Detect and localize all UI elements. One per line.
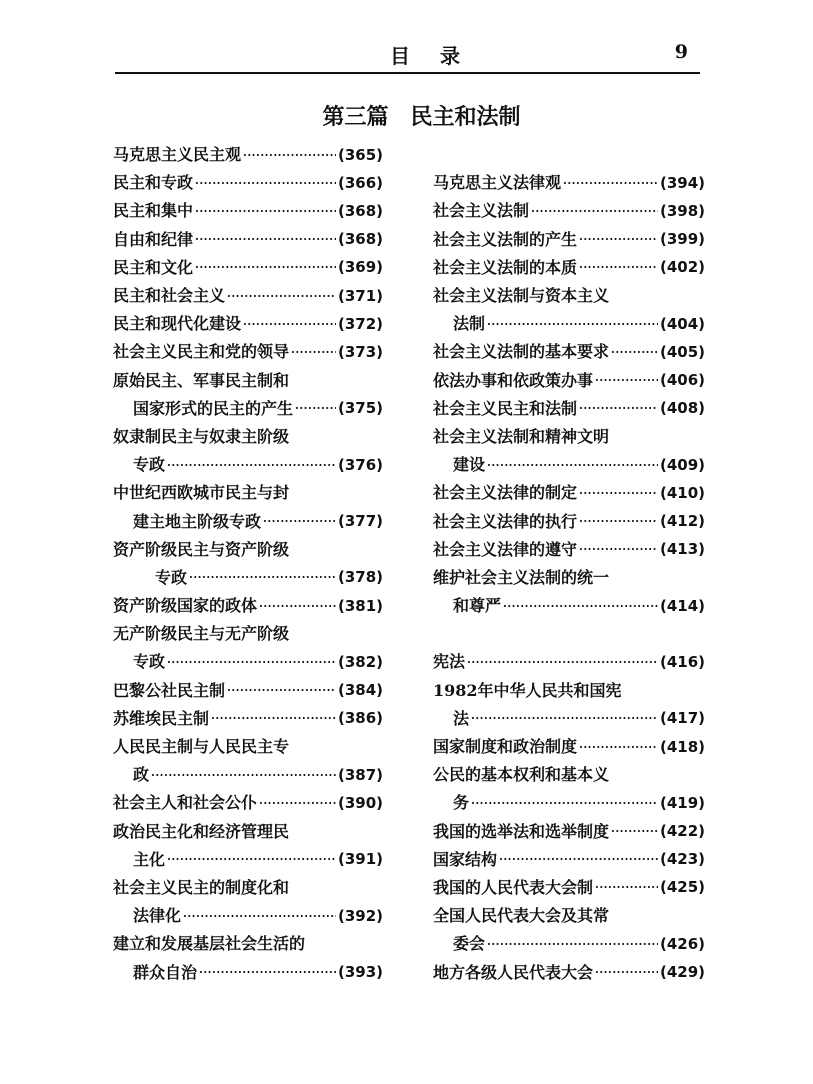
toc-entry-title: 自由和纪律 [113,229,194,249]
toc-entry [113,310,383,338]
toc-entry-title: 苏维埃民主制 [113,708,210,728]
toc-leader-dots [195,206,336,217]
toc-entry [113,282,383,310]
toc-entry-title: 中世纪西欧城市民主与封 [113,483,290,503]
toc-leader-dots [499,854,658,865]
toc-spacer [433,620,705,648]
toc-leader-dots [579,742,658,753]
toc-leader-dots [291,347,336,358]
toc-entry [433,254,705,282]
toc-entry-title: 专政 [133,455,166,475]
toc-entry-title: 巴黎公社民主制 [113,680,226,700]
toc-left-column [113,141,383,987]
toc-leader-dots [195,262,336,273]
toc-entry [113,338,383,366]
toc-entry-title: 民主和文化 [113,257,194,277]
toc-entry [113,254,383,282]
toc-entry-title: 委会 [453,934,486,954]
toc-entry [433,282,705,310]
toc-entry-title: 资产阶级国家的政体 [113,596,258,616]
toc-entry-title: 社会主义法律的制定 [433,483,578,503]
toc-leader-dots [189,572,336,583]
toc-entry-title: 建立和发展基层社会生活的 [113,934,306,954]
toc-leader-dots [467,657,658,668]
toc-entry-page: (381) [337,596,383,615]
toc-entry [433,338,705,366]
toc-leader-dots [579,403,658,414]
toc-entry-title: 社会主义民主和党的领导 [113,342,290,362]
toc-entry [113,874,383,902]
toc-entry [113,367,383,395]
toc-entry-page: (413) [659,540,705,559]
toc-leader-dots [611,347,658,358]
toc-leader-dots [263,516,336,527]
toc-leader-dots [167,460,336,471]
toc-entry-page: (390) [337,793,383,812]
toc-entry-title: 社会主义法制和精神文明 [433,426,610,446]
toc-entry [113,789,383,817]
toc-entry-title: 资产阶级民主与资产阶级 [113,539,290,559]
toc-leader-dots [579,544,658,555]
toc-entry-title: 政 [133,765,150,785]
toc-entry-page: (429) [659,963,705,982]
toc-entry [113,423,383,451]
toc-entry-page: (372) [337,314,383,333]
toc-entry-page: (368) [337,201,383,220]
toc-entry-title: 专政 [133,652,166,672]
toc-entry-title: 我国的人民代表大会制 [433,877,594,897]
toc-leader-dots [167,854,336,865]
toc-entry [113,479,383,507]
toc-entry-title: 社会主义法律的执行 [433,511,578,531]
toc-entry [113,930,383,958]
toc-entry-page: (387) [337,765,383,784]
running-header [115,36,700,74]
toc-entry [113,169,383,197]
toc-entry [433,874,705,902]
toc-entry-page: (375) [337,399,383,418]
toc-entry-title: 公民的基本权利和基本义 [433,765,610,785]
toc-entry-page: (423) [659,850,705,869]
toc-entry-page: (376) [337,455,383,474]
toc-entry [433,507,705,535]
toc-entry-page: (399) [659,230,705,249]
toc-entry-page: (378) [337,568,383,587]
toc-entry [433,958,705,986]
toc-entry [113,902,383,930]
toc-entry-title: 建主地主阶级专政 [133,511,262,531]
toc-entry-page: (371) [337,286,383,305]
toc-leader-dots [295,403,336,414]
toc-entry-title: 社会主义法律的遵守 [433,539,578,559]
toc-leader-dots [243,150,336,161]
toc-entry-title: 奴隶制民主与奴隶主阶级 [113,426,290,446]
toc-leader-dots [195,234,336,245]
toc-entry [433,648,705,676]
toc-entry-title: 国家形式的民主的产生 [133,398,294,418]
toc-entry-title: 地方各级人民代表大会 [433,962,594,982]
toc-entry-page: (422) [659,822,705,841]
toc-entry [433,169,705,197]
toc-entry [433,592,705,620]
toc-leader-dots [579,234,658,245]
toc-entry-page: (405) [659,342,705,361]
toc-right-column [433,141,705,987]
toc-entry-title: 主化 [133,849,166,869]
toc-entry [433,367,705,395]
toc-entry [433,536,705,564]
toc-entry-page: (412) [659,512,705,531]
toc-entry-page: (418) [659,737,705,756]
toc-entry-title: 国家制度和政治制度 [433,737,578,757]
toc-entry-title: 社会主人和社会公仆 [113,793,258,813]
toc-entry-page: (398) [659,201,705,220]
toc-entry-title: 马克思主义民主观 [113,145,242,165]
toc-entry-title: 马克思主义法律观 [433,173,562,193]
toc-entry-page: (417) [659,709,705,728]
toc-entry [113,451,383,479]
toc-entry [113,733,383,761]
toc-entry [433,733,705,761]
toc-spacer [433,141,705,169]
toc-entry-title: 法律化 [133,906,182,926]
toc-leader-dots [531,206,658,217]
toc-leader-dots [199,967,336,978]
toc-entry [433,479,705,507]
toc-leader-dots [563,178,658,189]
toc-entry [113,226,383,254]
toc-entry-page: (419) [659,793,705,812]
toc-leader-dots [259,798,336,809]
toc-entry-title: 原始民主、军事民主制和 [113,370,290,390]
toc-leader-dots [243,319,336,330]
toc-leader-dots [595,375,658,386]
toc-entry [433,564,705,592]
toc-leader-dots [227,291,336,302]
toc-entry [433,677,705,705]
toc-entry-page: (377) [337,512,383,531]
toc-entry-page: (391) [337,850,383,869]
toc-entry-page: (369) [337,258,383,277]
toc-entry-title: 法 [453,708,470,728]
toc-entry [113,141,383,169]
toc-entry-page: (382) [337,652,383,671]
toc-entry-title: 社会主义法制 [433,201,530,221]
toc-entry [433,423,705,451]
toc-entry-title: 人民民主制与人民民主专 [113,737,290,757]
toc-entry-title: 民主和社会主义 [113,286,226,306]
toc-entry-page: (384) [337,681,383,700]
toc-entry-title: 务 [453,793,470,813]
toc-leader-dots [471,713,658,724]
toc-leader-dots [487,460,658,471]
toc-entry-page: (366) [337,173,383,192]
toc-entry-page: (408) [659,399,705,418]
toc-entry [433,310,705,338]
toc-entry-page: (392) [337,906,383,925]
toc-entry [113,197,383,225]
toc-entry-page: (406) [659,371,705,390]
section-title: 第三篇 民主和法制 [322,104,521,130]
toc-leader-dots [471,798,658,809]
toc-entry-page: (373) [337,342,383,361]
toc-entry [433,846,705,874]
toc-entry-page: (365) [337,145,383,164]
toc-entry-page: (416) [659,652,705,671]
toc-leader-dots [151,770,336,781]
toc-leader-dots [503,601,658,612]
toc-entry [433,705,705,733]
toc-entry-page: (404) [659,314,705,333]
toc-entry-title: 专政 [155,567,188,587]
toc-entry-page: (394) [659,173,705,192]
toc-entry-title: 依法办事和依政策办事 [433,370,594,390]
toc-entry [433,902,705,930]
toc-entry [113,507,383,535]
toc-entry [113,592,383,620]
toc-entry-title: 社会主义民主和法制 [433,398,578,418]
toc-entry-title: 政治民主化和经济管理民 [113,821,290,841]
toc-entry-page: (414) [659,596,705,615]
toc-entry-page: (393) [337,963,383,982]
toc-leader-dots [167,657,336,668]
toc-entry [113,761,383,789]
toc-entry [113,818,383,846]
toc-entry-title: 民主和集中 [113,201,194,221]
toc-leader-dots [579,262,658,273]
toc-leader-dots [211,713,336,724]
toc-leader-dots [595,882,658,893]
toc-entry [433,789,705,817]
toc-entry-page: (409) [659,455,705,474]
toc-entry-page: (402) [659,258,705,277]
toc-entry [113,564,383,592]
toc-entry-title: 我国的选举法和选举制度 [433,821,610,841]
toc-leader-dots [195,178,336,189]
toc-entry-title: 民主和专政 [113,173,194,193]
toc-entry-title: 和尊严 [453,596,502,616]
toc-entry-title: 社会主义法制的基本要求 [433,342,610,362]
toc-entry [433,818,705,846]
toc-entry-title: 维护社会主义法制的统一 [433,567,610,587]
toc-leader-dots [579,488,658,499]
toc-entry-page: (386) [337,709,383,728]
toc-entry [113,705,383,733]
toc-entry-title: 社会主义法制与资本主义 [433,286,610,306]
toc-entry [113,677,383,705]
toc-entry [433,197,705,225]
toc-entry [433,451,705,479]
toc-entry-page: (426) [659,934,705,953]
toc-entry-title: 社会主义法制的本质 [433,257,578,277]
toc-entry-title: 群众自治 [133,962,198,982]
toc-entry [433,761,705,789]
toc-leader-dots [183,911,336,922]
toc-entry [433,226,705,254]
toc-leader-dots [227,685,336,696]
page-number: 9 [674,41,688,63]
toc-entry [113,958,383,986]
header-title: 目录 [390,44,490,68]
toc-entry-title: 民主和现代化建设 [113,314,242,334]
toc-entry-title: 全国人民代表大会及其常 [433,906,610,926]
toc-entry-title: 社会主义民主的制度化和 [113,877,290,897]
toc-entry-title: 社会主义法制的产生 [433,229,578,249]
toc-entry [433,395,705,423]
toc-entry [113,620,383,648]
toc-entry [113,395,383,423]
toc-leader-dots [487,939,658,950]
toc-entry [113,536,383,564]
toc-entry-title: 建设 [453,455,486,475]
toc-entry-title: 1982年中华人民共和国宪 [433,680,622,700]
toc-entry-title: 法制 [453,314,486,334]
toc-entry [433,930,705,958]
toc-entry-page: (368) [337,230,383,249]
toc-entry [113,846,383,874]
toc-leader-dots [487,319,658,330]
toc-leader-dots [611,826,658,837]
toc-entry [113,648,383,676]
toc-entry-page: (425) [659,878,705,897]
toc-leader-dots [595,967,658,978]
toc-entry-page: (410) [659,483,705,502]
toc-leader-dots [579,516,658,527]
toc-leader-dots [259,601,336,612]
toc-entry-title: 无产阶级民主与无产阶级 [113,624,290,644]
toc-entry-title: 宪法 [433,652,466,672]
toc-entry-title: 国家结构 [433,849,498,869]
